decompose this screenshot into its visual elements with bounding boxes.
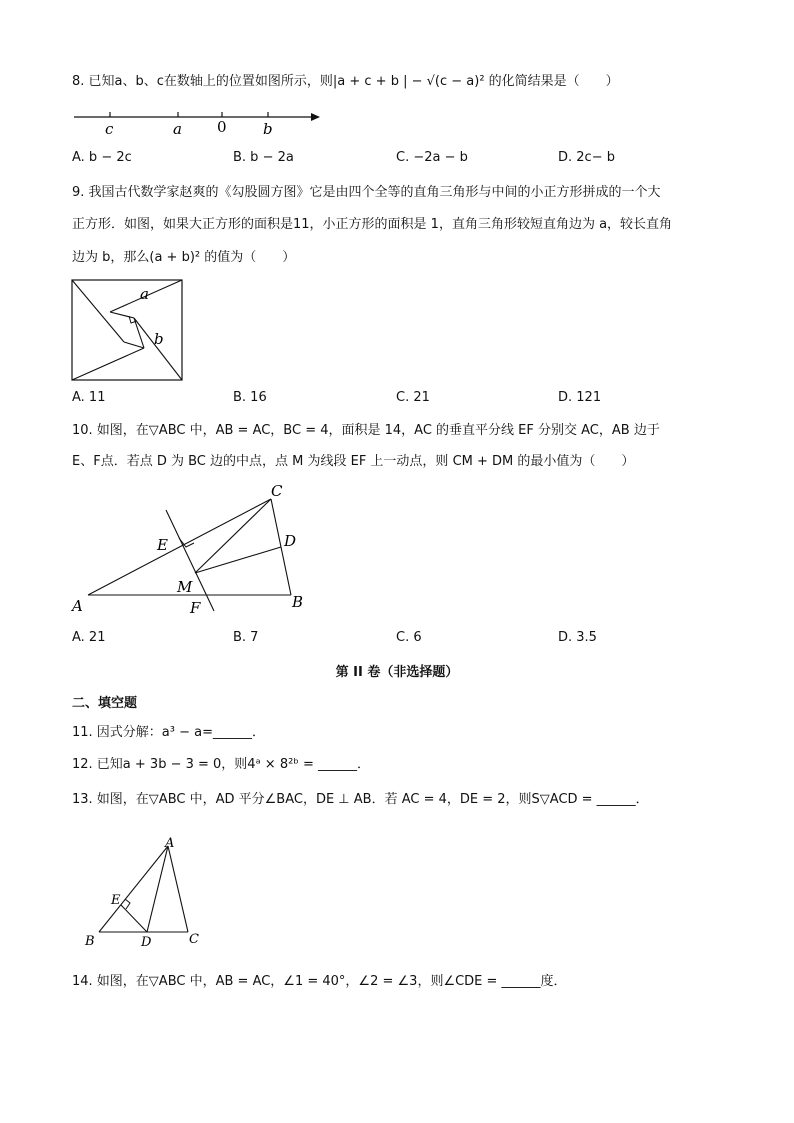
q9-option-c: C. 21 <box>396 390 430 405</box>
q10-figure <box>66 480 326 620</box>
section-title: 二、填空题 <box>72 696 138 711</box>
q10-option-d: D. 3.5 <box>558 630 597 645</box>
q10-label-f: F <box>190 599 201 617</box>
q13-label-e: E <box>111 893 121 908</box>
q13-label-a: A <box>165 836 175 851</box>
q13-figure <box>80 834 210 952</box>
q9-option-d: D. 121 <box>558 390 602 405</box>
q10-label-b: B <box>292 593 304 611</box>
q9-label-b: b <box>154 330 164 348</box>
part-title: 第 II 卷（非选择题） <box>335 665 459 680</box>
q9-stem-line3: 边为 b，那么(a + b)² 的值为（ ） <box>72 250 296 265</box>
q9-option-b: B. 16 <box>233 390 267 405</box>
q10-stem-line2: E、F点．若点 D 为 BC 边的中点，点 M 为线段 EF 上一动点，则 CM + DM 的最小值为（ ） <box>72 454 635 469</box>
q9-stem-line1: 9. 我国古代数学家赵爽的《勾股圆方图》它是由四个全等的直角三角形与中间的小正方形拼成的一个大 <box>72 185 661 200</box>
q8-option-c: C. −2a − b <box>396 150 468 165</box>
q13-label-c: C <box>189 932 199 947</box>
axis-label-a: a <box>173 120 182 138</box>
q10-label-e: E <box>157 536 168 554</box>
q9-figure <box>70 278 186 384</box>
q10-label-c: C <box>271 482 283 500</box>
q13-stem: 13. 如图，在▽ABC 中，AD 平分∠BAC，DE ⊥ AB．若 AC = 4，DE = 2，则S▽ACD = ______． <box>72 792 649 807</box>
q10-option-c: C. 6 <box>396 630 422 645</box>
q10-label-a: A <box>72 597 83 615</box>
q9-stem-line2: 正方形．如图，如果大正方形的面积是11，小正方形的面积是 1，直角三角形较短直角边为 a，较长直角 <box>72 217 673 232</box>
q12-stem: 12. 已知a + 3b − 3 = 0，则4ᵃ × 8²ᵇ = ______． <box>72 757 371 772</box>
q9-label-a: a <box>140 285 149 303</box>
q13-label-b: B <box>85 934 95 949</box>
q10-label-m: M <box>177 578 193 596</box>
axis-label-b: b <box>263 120 273 138</box>
q11-stem: 11. 因式分解：a³ − a=______． <box>72 725 266 740</box>
q10-option-a: A. 21 <box>72 630 106 645</box>
q8-stem: 8. 已知a、b、c在数轴上的位置如图所示，则|a + c + b | − √(c − a)² 的化简结果是（ ） <box>72 74 619 89</box>
q10-label-d: D <box>284 532 297 550</box>
q13-label-d: D <box>141 935 152 950</box>
q10-stem-line1: 10. 如图，在▽ABC 中，AB = AC，BC = 4，面积是 14，AC 的垂直平分线 EF 分别交 AC，AB 边于 <box>72 423 660 438</box>
q8-option-a: A. b − 2c <box>72 150 132 165</box>
q8-option-b: B. b − 2a <box>233 150 294 165</box>
q8-number-line <box>70 106 330 140</box>
q9-option-a: A. 11 <box>72 390 106 405</box>
q14-stem: 14. 如图，在▽ABC 中，AB = AC，∠1 = 40°，∠2 = ∠3，则∠CDE = ______度． <box>72 974 567 989</box>
q8-option-d: D. 2c− b <box>558 150 615 165</box>
axis-label-c: c <box>105 120 114 138</box>
q10-option-b: B. 7 <box>233 630 259 645</box>
axis-label-zero: 0 <box>217 118 227 136</box>
